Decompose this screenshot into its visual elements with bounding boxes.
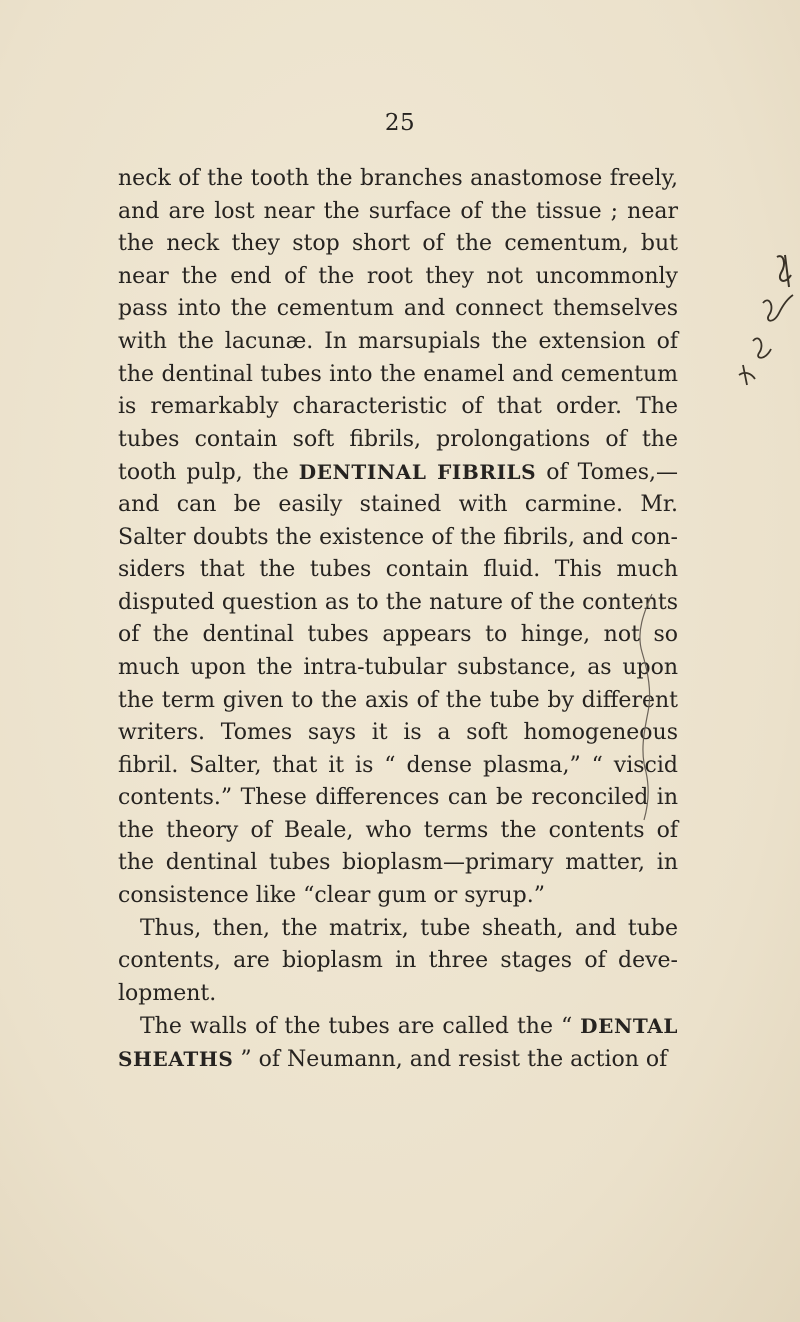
text-line-dental [118, 1010, 678, 1043]
text-line: the neck they stop short of the cementum, but [118, 231, 678, 257]
line-segment: of Tomes,— [536, 460, 678, 486]
text-line: pass into the cementum and connect themselves [118, 296, 678, 322]
text-line: is remarkably characteristic of that order. The [118, 394, 678, 420]
text-line: and are lost near the surface of the tissue ; near [118, 198, 678, 224]
text-line: siders that the tubes contain fluid. This much [118, 557, 678, 583]
text-line: Thus, then, the matrix, tube sheath, and tube [140, 915, 678, 941]
text-line: Salter doubts the existence of the fibrils, and con- [118, 524, 678, 550]
text-line: writers. Tomes says it is a soft homogeneous [118, 720, 678, 746]
line-segment: The walls of the tubes are called the “ [140, 1014, 581, 1040]
page-number: 25 [384, 110, 416, 136]
text-line: neck of the tooth the branches anastomose freely, [118, 166, 678, 191]
sheaths-term: SHEATHS [118, 1047, 234, 1072]
pencil-margin-line [622, 592, 662, 822]
dentinal-fibrils-term: DENTINAL FIBRILS [298, 460, 537, 485]
body-text [118, 163, 678, 1076]
text-line: contents.” These differences can be reconciled in [118, 785, 678, 811]
dental-term: DENTAL [580, 1014, 678, 1039]
text-line: near the end of the root they not uncommonly [118, 263, 678, 289]
text-line: the dentinal tubes into the enamel and cementum [118, 361, 678, 387]
text-line: the theory of Beale, who terms the contents of [118, 817, 678, 843]
text-line-sheaths [118, 1043, 678, 1076]
line-segment: ” of Neumann, and resist the action of [233, 1047, 668, 1073]
text-line: consistence like “clear gum or syrup.” [118, 883, 545, 909]
text-line: fibril. Salter, that it is “ dense plasma,” “ viscid [118, 752, 678, 778]
text-line: and can be easily stained with carmine. Mr. [118, 491, 678, 517]
line-segment: tooth pulp, the [118, 460, 299, 486]
text-line: tubes contain soft fibrils, prolongations of the [118, 426, 678, 452]
handwritten-margin-scribble [725, 245, 800, 395]
text-line-dentinal-fibrils [118, 456, 678, 489]
text-line: the dentinal tubes bioplasm—primary matter, in [118, 850, 678, 876]
text-line: disputed question as to the nature of the contents [118, 589, 678, 615]
text-line: the term given to the axis of the tube by different [118, 687, 678, 713]
text-line: contents, are bioplasm in three stages of deve- [118, 948, 678, 974]
text-line: with the lacunæ. In marsupials the extension of [118, 328, 678, 354]
text-line: lopment. [118, 980, 217, 1006]
text-line: of the dentinal tubes appears to hinge, not so [118, 622, 678, 648]
text-line: much upon the intra-tubular substance, as upon [118, 654, 678, 680]
